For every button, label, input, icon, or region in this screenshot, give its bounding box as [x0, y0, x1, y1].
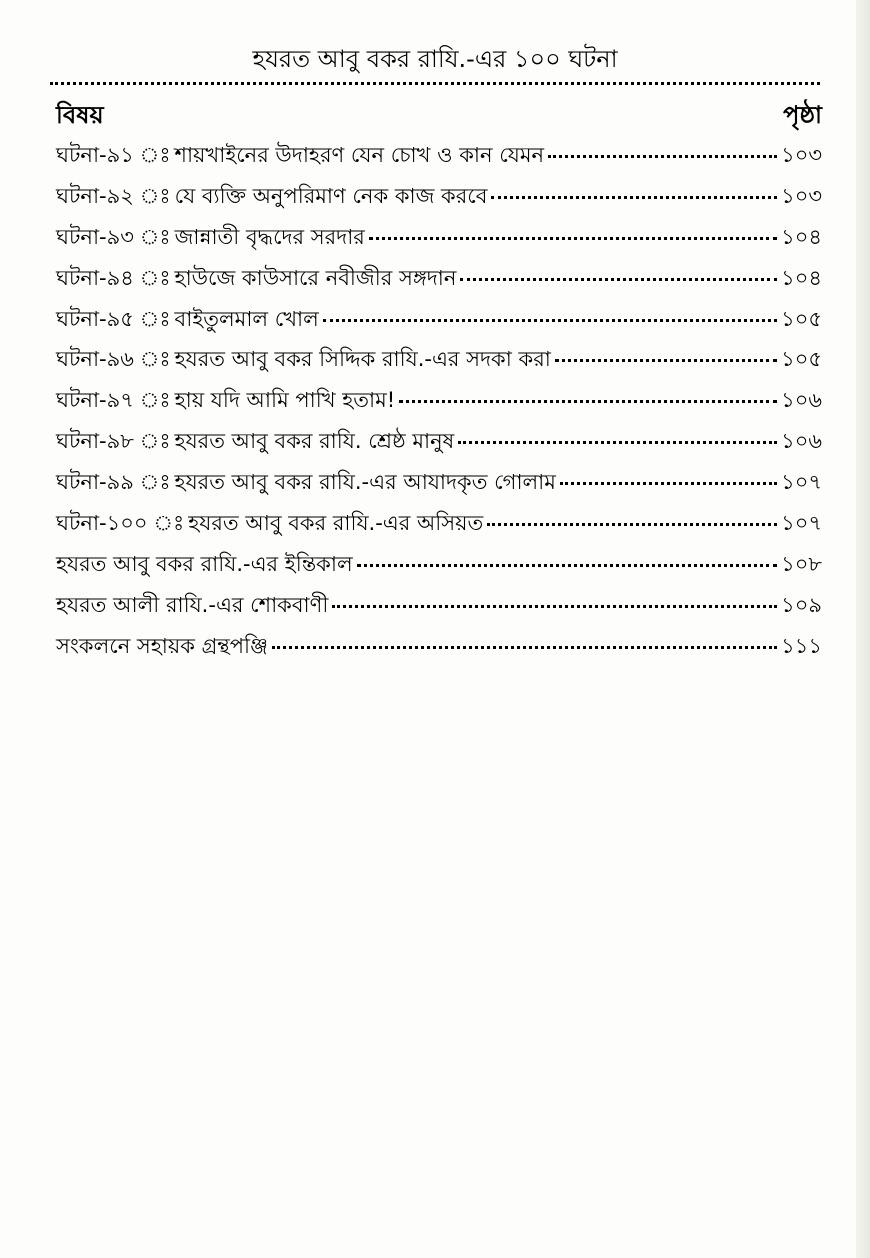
toc-entry-number: ঘটনা-৯২ ঃ — [56, 183, 171, 208]
toc-entry-page-number: ১০৪ — [781, 265, 822, 290]
toc-entry-title: হযরত আলী রাযি.-এর শোকবাণী — [56, 592, 329, 617]
toc-leader-dots — [357, 563, 777, 567]
toc-entry — [56, 343, 822, 384]
toc-entry-title: জান্নাতী বৃদ্ধদের সরদার — [174, 224, 365, 249]
toc-entry — [56, 425, 822, 466]
page-edge — [856, 0, 870, 1258]
toc-entry-page-number: ১০৩ — [781, 183, 822, 208]
toc-entry-page-number: ১০৬ — [781, 429, 822, 454]
toc-entry-number: ঘটনা-৯৫ ঃ — [56, 306, 171, 331]
toc-entry — [56, 262, 822, 303]
toc-entry-number: ঘটনা-৯৩ ঃ — [56, 224, 171, 249]
toc-leader-dots — [399, 399, 777, 403]
toc-entry-title: সংকলনে সহায়ক গ্রন্থপঞ্জি — [56, 633, 268, 658]
toc-entry-title: হায় যদি আমি পাখি হতাম! — [174, 388, 396, 413]
running-header: হযরত আবু বকর রাযি.-এর ১০০ ঘটনা — [252, 45, 618, 73]
toc-entry-number: ঘটনা-৯৮ ঃ — [56, 429, 171, 454]
toc-entry — [56, 466, 822, 507]
toc-entry — [56, 221, 822, 262]
toc-leader-dots — [491, 195, 777, 199]
toc-entry-title: হযরত আবু বকর সিদ্দিক রাযি.-এর সদকা করা — [174, 347, 551, 372]
toc-entry-title: হযরত আবু বকর রাযি.-এর অসিয়ত — [188, 511, 484, 536]
toc-entry-title: হযরত আবু বকর রাযি.-এর আযাদকৃত গোলাম — [174, 470, 556, 495]
toc-entry-number: ঘটনা-৯৬ ঃ — [56, 347, 171, 372]
toc-entry-page-number: ১০৭ — [781, 470, 822, 495]
toc-entry — [56, 630, 822, 671]
toc-leader-dots — [548, 154, 777, 158]
toc-entry-title: যে ব্যক্তি অনুপরিমাণ নেক কাজ করবে — [174, 183, 488, 208]
toc-entry-title: হযরত আবু বকর রাযি. শ্রেষ্ঠ মানুষ — [174, 429, 455, 454]
toc-entry-number: ঘটনা-৯৪ ঃ — [56, 265, 171, 290]
toc-leader-dots — [458, 440, 777, 444]
toc-leader-dots — [323, 318, 777, 322]
toc-entry-number: ঘটনা-৯৭ ঃ — [56, 388, 171, 413]
page-column-heading: পৃষ্ঠা — [783, 101, 822, 129]
toc-entry-title: হাউজে কাউসারে নবীজীর সঙ্গদান — [174, 265, 457, 290]
toc-entry-number: ঘটনা-৯৯ ঃ — [56, 470, 171, 495]
toc-entry-number: ঘটনা-১০০ ঃ — [56, 511, 185, 536]
toc-entry-title: বাইতুলমাল খোল — [174, 306, 319, 331]
toc-entry — [56, 180, 822, 221]
toc-entry — [56, 384, 822, 425]
toc-leader-dots — [560, 481, 777, 485]
toc-entry-number: ঘটনা-৯১ ঃ — [56, 143, 171, 167]
toc-leader-dots — [555, 358, 777, 362]
header-dotted-rule — [50, 82, 820, 85]
toc-entry — [56, 589, 822, 630]
toc-entry-page-number: ১০৪ — [781, 224, 822, 249]
toc-leader-dots — [369, 236, 777, 240]
toc-entry-page-number: ১০৫ — [781, 347, 822, 372]
toc-entry — [56, 303, 822, 344]
toc-entry-page-number: ১০৭ — [781, 511, 822, 536]
toc-entry-page-number: ১০৬ — [781, 388, 822, 413]
toc-leader-dots — [272, 645, 777, 649]
toc-entry — [56, 139, 822, 180]
toc-entry-page-number: ১০৯ — [781, 592, 822, 617]
toc-entry — [56, 507, 822, 548]
toc-entry — [56, 548, 822, 589]
toc-entry-page-number: ১১১ — [781, 633, 822, 658]
toc-entry-page-number: ১০৮ — [781, 551, 822, 576]
toc-entry-page-number: ১০৩ — [781, 143, 822, 167]
subject-column-heading: বিষয় — [56, 101, 104, 129]
table-of-contents — [56, 139, 822, 671]
toc-entry-title: শায়খাইনের উদাহরণ যেন চোখ ও কান যেমন — [174, 143, 545, 167]
toc-leader-dots — [332, 604, 777, 608]
toc-leader-dots — [460, 277, 777, 281]
toc-entry-title: হযরত আবু বকর রাযি.-এর ইন্তিকাল — [56, 551, 353, 576]
toc-entry-page-number: ১০৫ — [781, 306, 822, 331]
toc-leader-dots — [487, 522, 777, 526]
